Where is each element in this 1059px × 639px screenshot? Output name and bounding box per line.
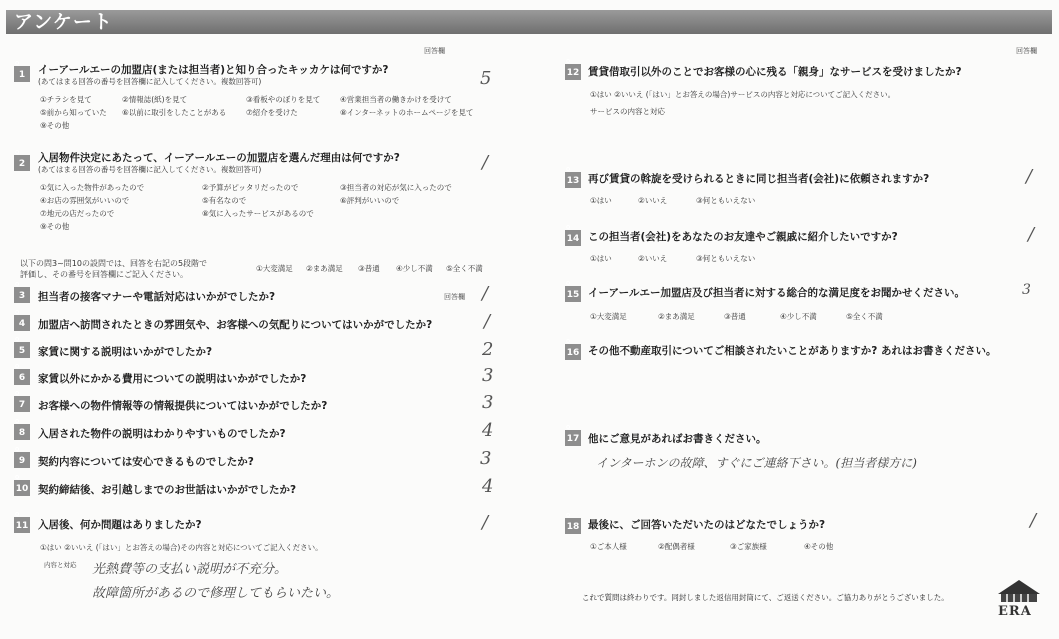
question-14-answer: /: [1028, 224, 1035, 245]
page-title: アンケート: [14, 11, 113, 33]
question-9-title: 契約内容については安心できるものでしたか?: [38, 456, 254, 468]
question-number-14: Q 14: [565, 230, 581, 246]
question-1-answer: 5: [480, 68, 492, 89]
scale-option: ②まあ満足: [306, 264, 343, 273]
q2-option: ③担当者の対応が気に入ったので: [340, 183, 452, 192]
q2-option: ⑦地元の店だったので: [40, 209, 115, 218]
q13-option: ③何ともいえない: [696, 196, 756, 205]
question-7-title: お客様への物件情報等の情報提供についてはいかがでしたか?: [38, 400, 328, 412]
question-2-instructions: (あてはまる回答の番号を回答欄に記入してください。複数回答可): [38, 165, 262, 174]
scale-option: ①大変満足: [256, 264, 293, 273]
question-5-title: 家賃に関する説明はいかがでしたか?: [38, 346, 213, 358]
q2-option: ⑨その他: [40, 222, 70, 231]
question-12-title: 賃貸借取引以外のことでお客様の心に残る「親身」なサービスを受けましたか?: [588, 66, 962, 78]
question-14-title: この担当者(会社)をあなたのお友達やご親戚に紹介したいですか?: [588, 231, 898, 243]
question-2-title: 入居物件決定にあたって、イーアールエーの加盟店を選んだ理由は何ですか?: [38, 152, 400, 164]
question-13-answer: /: [1026, 166, 1033, 187]
closing-message: これで質問は終わりです。同封しました返信用封筒にて、ご返送ください。ご協力ありがとうございました。: [582, 593, 949, 602]
question-number-18: Q 18: [565, 518, 581, 534]
q14-option: ②いいえ: [638, 254, 668, 263]
q15-option: ⑤全く不満: [846, 312, 883, 321]
q13-option: ②いいえ: [638, 196, 668, 205]
question-number-10: Q 10: [14, 480, 30, 496]
question-number-13: Q 13: [565, 172, 581, 188]
question-11-answer: /: [482, 512, 489, 533]
scale-option: ⑤全く不満: [446, 264, 483, 273]
question-number-8: Q 8: [14, 424, 30, 440]
question-5-answer: 2: [482, 339, 494, 360]
question-number-11: Q 11: [14, 517, 30, 533]
question-11-handwriting-line2: 故障箇所があるので修理してもらいたい。: [92, 586, 340, 601]
question-7-answer: 3: [482, 392, 494, 413]
question-11-handwriting-line1: 光熱費等の支払い説明が不充分。: [92, 562, 288, 577]
answer-column-label-right: 回答欄: [1016, 47, 1037, 55]
question-number-3: Q 3: [14, 287, 30, 303]
question-number-17: Q 17: [565, 430, 581, 446]
question-1-title: イーアールエーの加盟店(または担当者)と知り合ったキッカケは何ですか?: [38, 64, 389, 76]
question-number-12: Q 12: [565, 64, 581, 80]
question-number-16: Q 16: [565, 344, 581, 360]
q2-option: ⑧気に入ったサービスがあるので: [202, 209, 314, 218]
question-12-detail-label: サービスの内容と対応: [590, 107, 665, 116]
question-number-4: Q 4: [14, 315, 30, 331]
question-11-title: 入居後、何か問題はありましたか?: [38, 519, 202, 531]
title-bar: [6, 10, 1052, 34]
q15-option: ②まあ満足: [658, 312, 695, 321]
q1-option: ⑧インターネットのホームページを見て: [340, 108, 474, 117]
q18-option: ④その他: [804, 542, 834, 551]
question-11-detail-label: 内容と対応: [44, 561, 77, 569]
answer-column-label: 回答欄: [444, 293, 465, 301]
q1-option: ⑤前から知っていた: [40, 108, 107, 117]
question-1-instructions: (あてはまる回答の番号を回答欄に記入してください。複数回答可): [38, 77, 262, 86]
q2-option: ⑤有名なので: [202, 196, 247, 205]
question-3-answer: /: [482, 283, 489, 304]
q2-option: ⑥評判がいいので: [340, 196, 400, 205]
question-13-title: 再び賃貸の斡旋を受けられるときに同じ担当者(会社)に依頼されますか?: [588, 173, 930, 185]
scale-instruction-line1: 以下の問3~問10の設問では、回答を右記の5段階で: [20, 259, 208, 268]
q15-option: ①大変満足: [590, 312, 627, 321]
q18-option: ③ご家族様: [730, 542, 767, 551]
question-17-title: 他にご意見があればお書きください。: [588, 433, 767, 445]
question-2-answer: /: [482, 152, 489, 173]
question-6-answer: 3: [482, 365, 494, 386]
q18-option: ①ご本人様: [590, 542, 627, 551]
q14-option: ①はい: [590, 254, 612, 263]
question-15-answer: 3: [1022, 282, 1031, 298]
q1-option: ⑦紹介を受けた: [246, 108, 298, 117]
question-number-15: Q 15: [565, 286, 581, 302]
q1-option: ①チラシを見て: [40, 95, 92, 104]
question-number-5: Q 5: [14, 342, 30, 358]
question-15-title: イーアールエー加盟店及び担当者に対する総合的な満足度をお聞かせください。: [588, 287, 965, 299]
scale-option: ③普通: [358, 264, 380, 273]
question-number-6: Q 6: [14, 369, 30, 385]
question-4-title: 加盟店へ訪問されたときの雰囲気や、お客様への気配りについてはいかがでしたか?: [38, 319, 433, 331]
question-18-title: 最後に、ご回答いただいたのはどなたでしょうか?: [588, 519, 826, 531]
q1-option: ②情報誌(紙)を見て: [122, 95, 188, 104]
era-logo-text: ERA: [998, 604, 1032, 619]
q2-option: ①気に入った物件があったので: [40, 183, 145, 192]
question-4-answer: /: [484, 311, 491, 332]
q1-option: ④営業担当者の働きかけを受けて: [340, 95, 452, 104]
question-8-title: 入居された物件の説明はわかりやすいものでしたか?: [38, 428, 286, 440]
q15-option: ③普通: [724, 312, 746, 321]
q1-option: ⑨その他: [40, 121, 70, 130]
q1-option: ⑥以前に取引をしたことがある: [122, 108, 227, 117]
q18-option: ②配偶者様: [658, 542, 695, 551]
q15-option: ④少し不満: [780, 312, 817, 321]
q14-option: ③何ともいえない: [696, 254, 756, 263]
question-10-answer: 4: [482, 476, 494, 497]
question-number-7: Q 7: [14, 396, 30, 412]
question-11-options: ①はい ②いいえ (「はい」とお答えの場合)その内容と対応についてご記入ください。: [40, 543, 323, 552]
q2-option: ④お店の雰囲気がいいので: [40, 196, 130, 205]
question-8-answer: 4: [482, 420, 494, 441]
q2-option: ②予算がピッタリだったので: [202, 183, 299, 192]
question-12-options: ①はい ②いいえ (「はい」とお答えの場合)サービスの内容と対応についてご記入ください。: [590, 90, 896, 99]
scale-option: ④少し不満: [396, 264, 433, 273]
q1-option: ③看板やのぼりを見て: [246, 95, 321, 104]
question-number-9: Q 9: [14, 452, 30, 468]
question-16-title: その他不動産取引についてご相談されたいことがありますか? あれはお書きください。: [588, 345, 997, 357]
scale-instruction-line2: 評価し、その番号を回答欄にご記入ください。: [20, 270, 188, 279]
question-number-2: Q 2: [14, 155, 30, 171]
question-10-title: 契約締結後、お引越しまでのお世話はいかがでしたか?: [38, 484, 297, 496]
question-3-title: 担当者の接客マナーや電話対応はいかがでしたか?: [38, 291, 276, 303]
question-number-1: Q 1: [14, 66, 30, 82]
question-18-answer: /: [1030, 510, 1037, 531]
answer-column-label-left: 回答欄: [424, 47, 445, 55]
question-17-handwriting: インターホンの故障、すぐにご連絡下さい。(担当者様方に): [596, 456, 917, 470]
question-9-answer: 3: [480, 448, 492, 469]
question-6-title: 家賃以外にかかる費用についての説明はいかがでしたか?: [38, 373, 307, 385]
q13-option: ①はい: [590, 196, 612, 205]
